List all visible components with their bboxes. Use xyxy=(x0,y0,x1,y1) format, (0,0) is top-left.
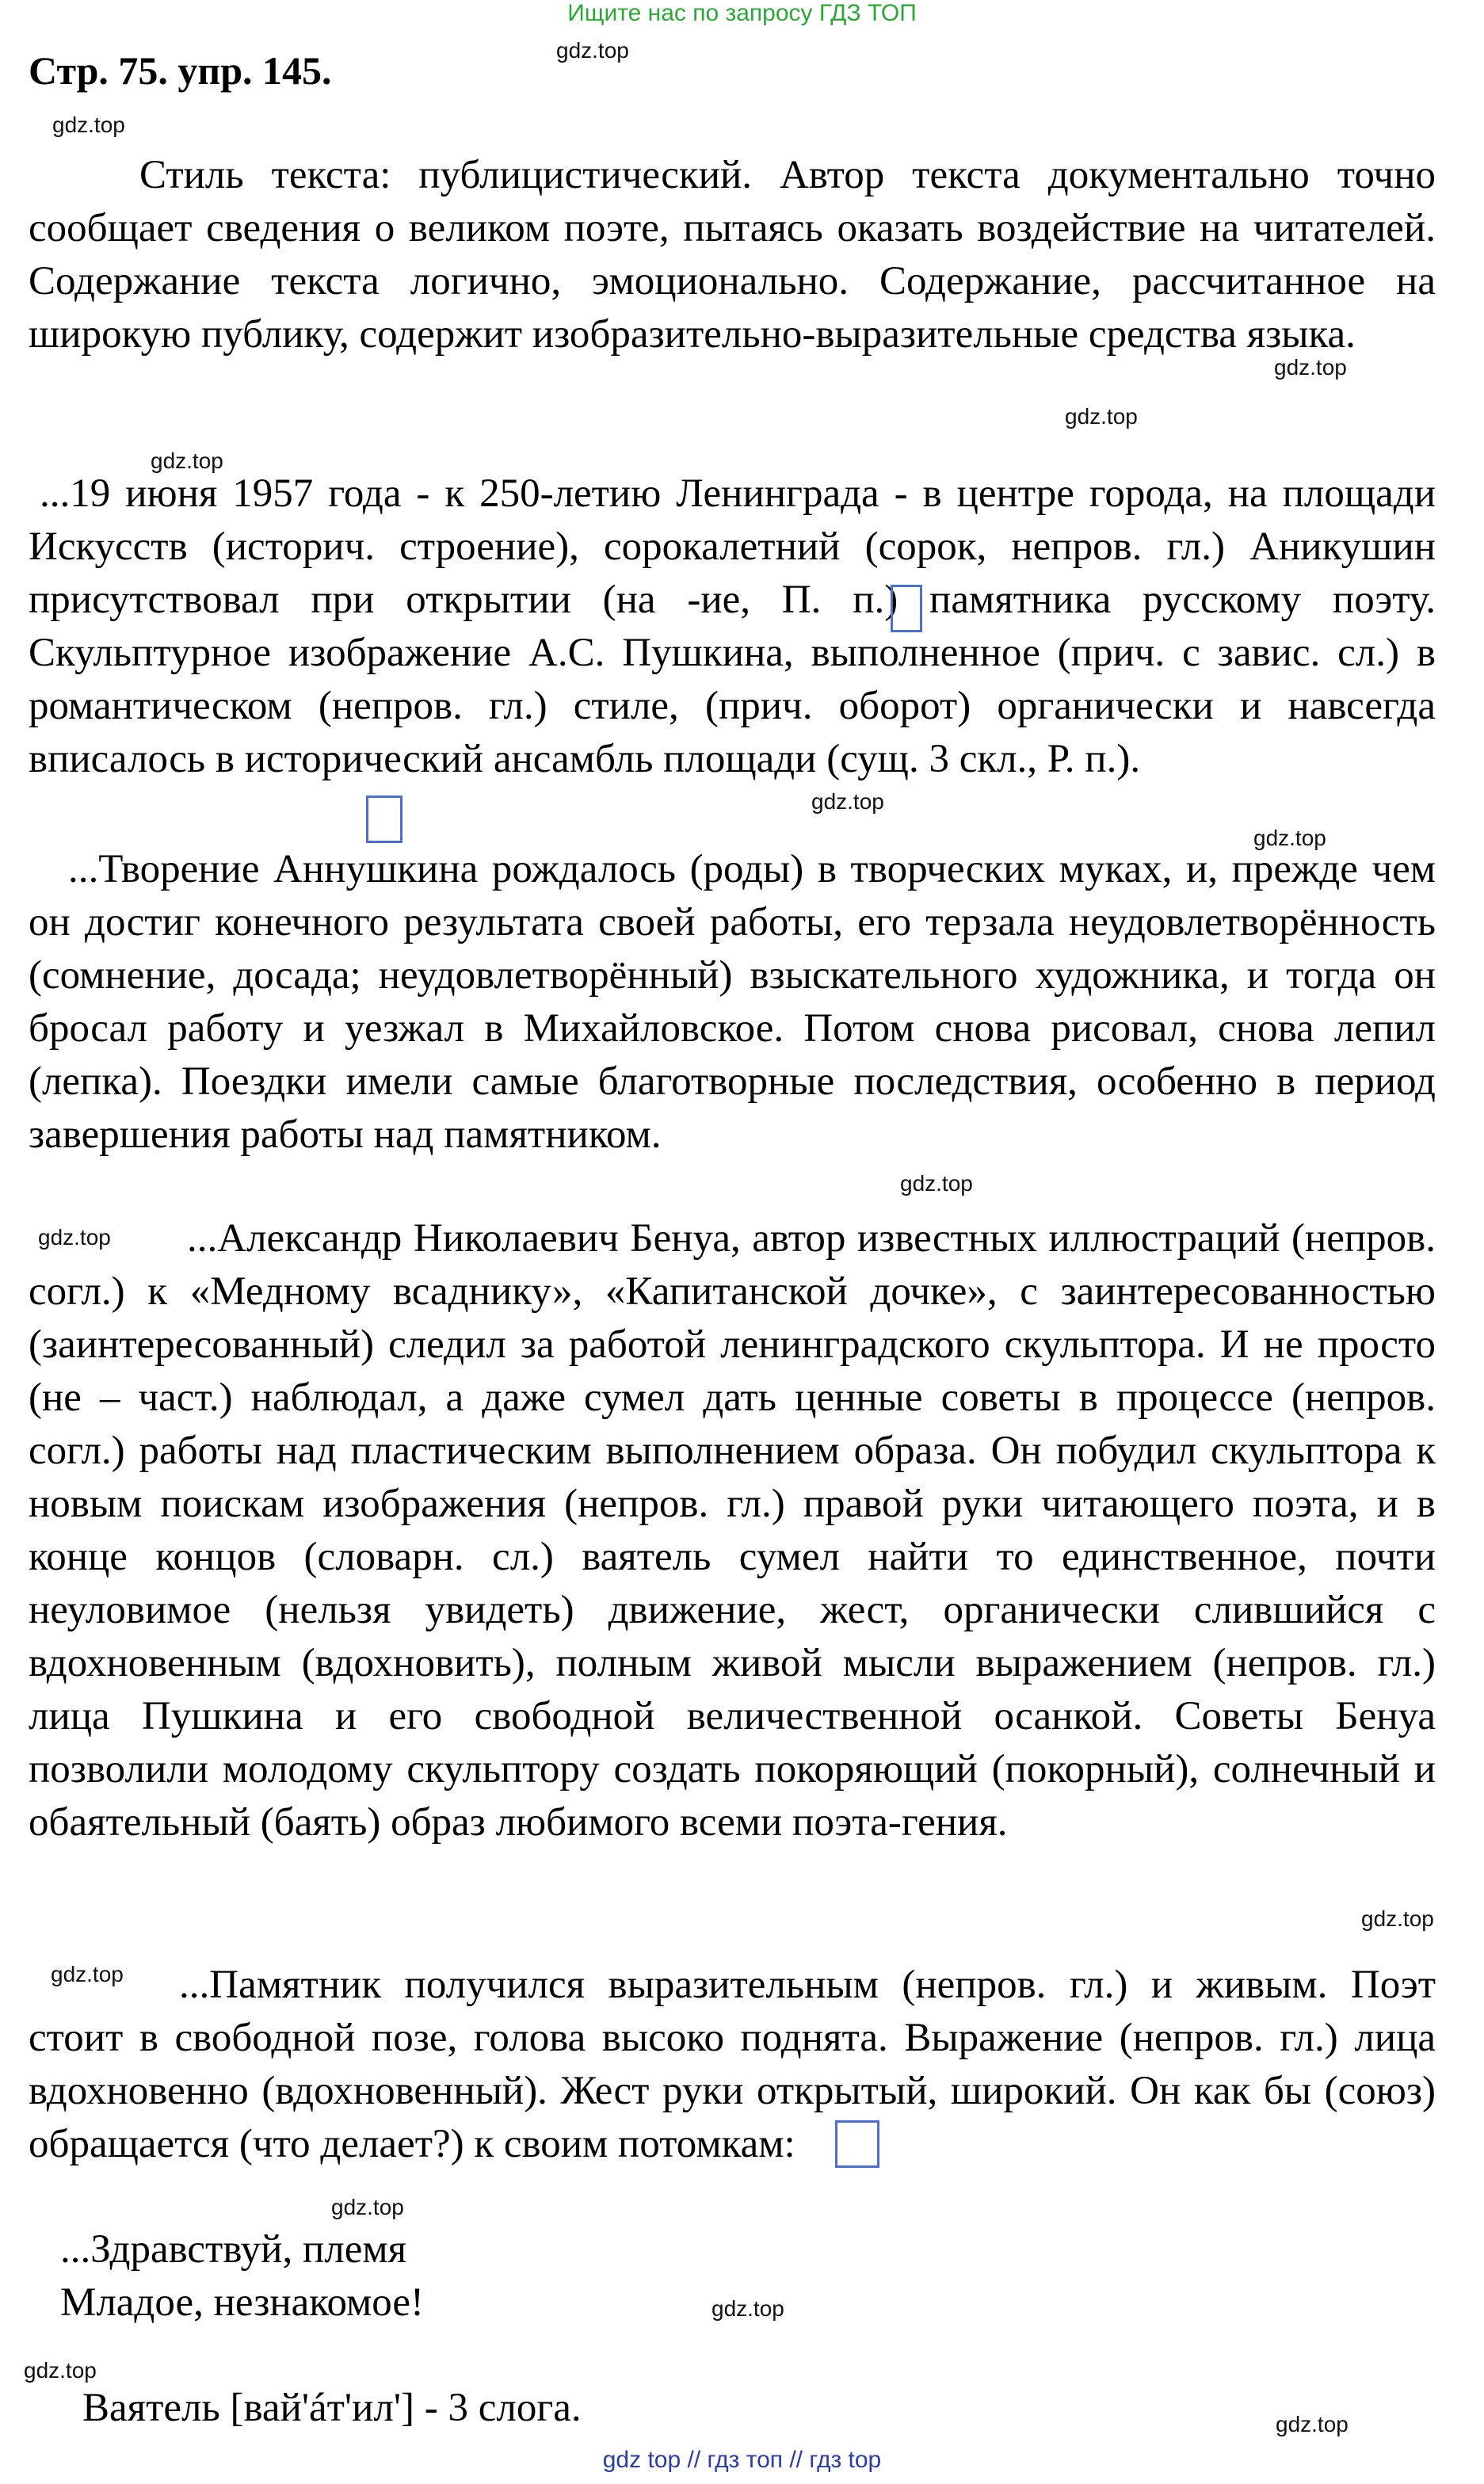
search-hint-banner[interactable]: Ищите нас по запросу ГДЗ ТОП xyxy=(567,0,917,26)
watermark: gdz.top xyxy=(51,1962,124,1986)
watermark: gdz.top xyxy=(331,2195,404,2219)
watermark: gdz.top xyxy=(1253,826,1326,850)
watermark: gdz.top xyxy=(711,2296,784,2321)
page-title: Стр. 75. упр. 145. xyxy=(29,48,332,93)
letter-highlight-box xyxy=(366,796,402,843)
paragraph-1: ...19 июня 1957 года - к 250-летию Ленинграда - в центре города, на площади Искусств (историч. строение), сорокалетний (сорок, непров. гл.) Аникушин присутствовал при открытии (на -ие, П. п.) памятника русскому поэту. Скульптурное изображение А.С. Пушкина, выполненное (прич. с завис. сл.) в романтическом (непров. гл.) стиле, (прич. оборот) органически и навсегда вписалось в исторический ансамбль площади (сущ. 3 скл., Р. п.). xyxy=(29,471,1436,781)
watermark: gdz.top xyxy=(900,1171,973,1196)
poem-line-2: Младое, незнакомое! xyxy=(60,2280,424,2325)
watermark: gdz.top xyxy=(1361,1906,1434,1931)
paragraph-3: ...Александр Николаевич Бенуа, автор известных иллюстраций (непров. согл.) к «Медному всаднику», «Капитанской дочке», с заинтересованностью (заинтересованный) следил за работой ленинградского скульптора. И не просто (не – част.) наблюдал, а даже сумел дать ценные советы в процессе (непров. согл.) работы над пластическим выполнением образа. Он побудил скульптора к новым поискам изображения (непров. гл.) правой руки читающего поэта, и в конце концов (словарн. сл.) ваятель сумел найти то единственное, почти неуловимое (нельзя увидеть) движение, жест, органически слившийся с вдохновенным (вдохновить), полным живой мысли выражением (непров. гл.) лица Пушкина и его свободной величественной осанкой. Советы Бенуа позволили молодому скульптору создать покоряющий (покорный), солнечный и обаятельный (баять) образ любимого всеми поэта-гения. xyxy=(29,1216,1436,1845)
watermark: gdz.top xyxy=(52,113,125,137)
watermark: gdz.top xyxy=(38,1225,111,1250)
watermark: gdz.top xyxy=(151,448,223,473)
watermark: gdz.top xyxy=(1276,2412,1349,2436)
letter-highlight-box xyxy=(835,2120,879,2168)
watermark: gdz.top xyxy=(24,2358,97,2383)
poem-line-1: ...Здравствуй, племя xyxy=(60,2227,407,2272)
paragraph-4: ...Памятник получился выразительным (непров. гл.) и живым. Поэт стоит в свободной позе, голова высоко поднята. Выражение (непров. гл.) лица вдохновенно (вдохновенный). Жест руки открытый, широкий. Он как бы (союз) обращается (что делает?) к своим потомкам: xyxy=(29,1963,1436,2166)
watermark: gdz.top xyxy=(556,38,629,63)
watermark: gdz.top xyxy=(1274,355,1347,380)
syllable-note: Ваятель [вай'áт'ил'] - 3 слога. xyxy=(82,2386,582,2430)
watermark: gdz.top xyxy=(1065,404,1138,429)
paragraph-2: ...Творение Аннушкина рождалось (роды) в творческих муках, и, прежде чем он достиг конечного результата своей работы, его терзала неудовлетворённость (сомнение, досада; неудовлетворённый) взыскательного художника, и тогда он бросал работу и уезжал в Михайловское. Потом снова рисовал, снова лепил (лепка). Поездки имели самые благотворные последствия, особенно в период завершения работы над памятником. xyxy=(29,847,1436,1157)
letter-highlight-box xyxy=(891,585,922,632)
watermark: gdz.top xyxy=(811,789,884,814)
paragraph-style: Стиль текста: публицистический. Автор текста документально точно сообщает сведения о великом поэте, пытаясь оказать воздействие на читателей. Содержание текста логично, эмоционально. Содержание, рассчитанное на широкую публику, содержит изобразительно-выразительные средства языка. xyxy=(29,153,1436,357)
footer-links[interactable]: gdz top // гдз топ // гдз top xyxy=(602,2447,882,2473)
